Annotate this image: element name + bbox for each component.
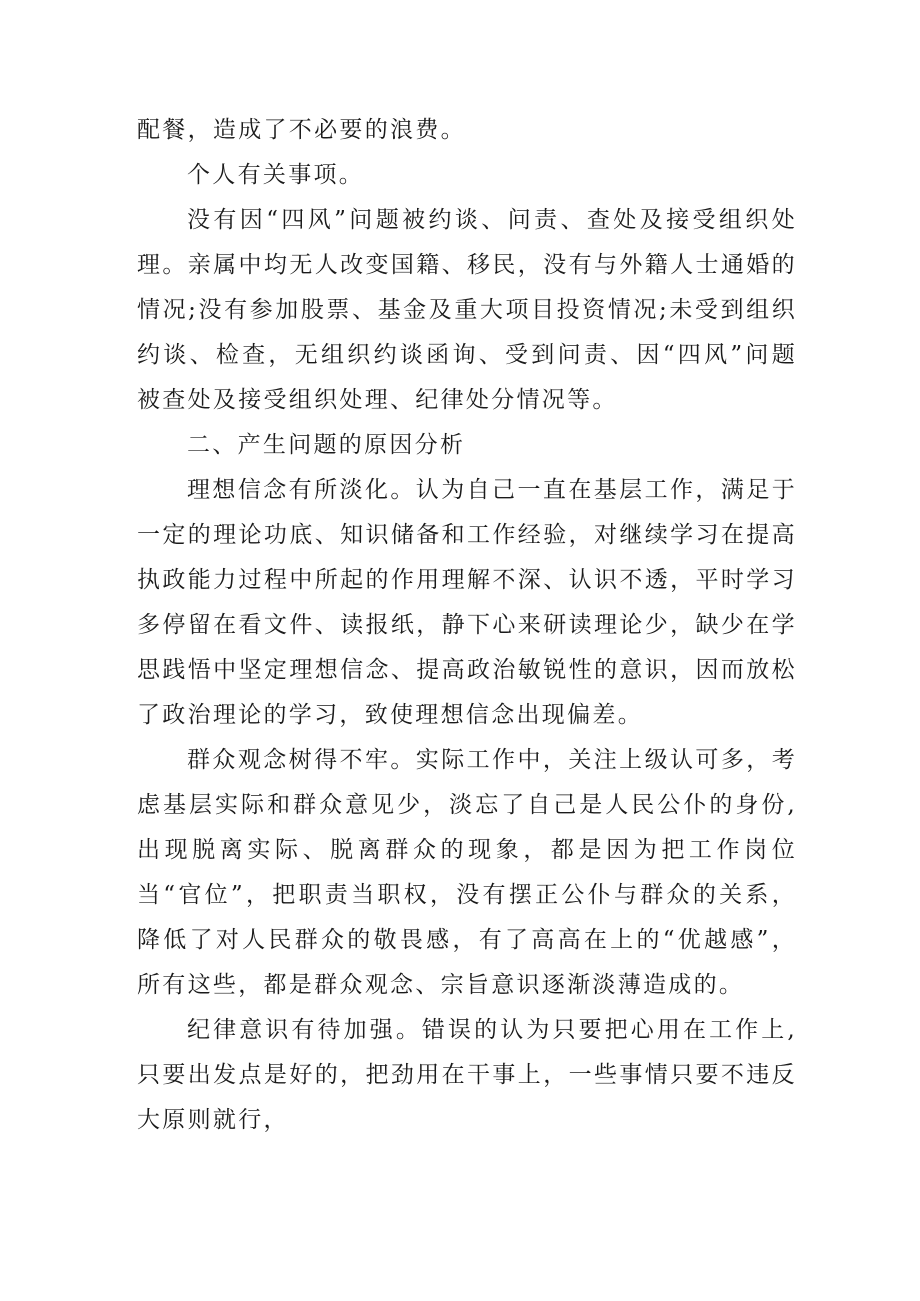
section-heading-cause-analysis: 二、产生问题的原因分析 [187, 432, 466, 458]
paragraph-personal-matters: 没有因“四风”问题被约谈、问责、查处及接受组织处理。亲属中均无人改变国籍、移民，没有与外籍人士通婚的情况;没有参加股票、基金及重大项目投资情况;未受到组织约谈、检查，无组织约谈函询、受到问责、因“四风”问题被查处及接受组织处理、纪律处分情况等。 [137, 207, 797, 413]
paragraph-personal-matters-heading: 个人有关事项。 [187, 162, 365, 188]
document-page [137, 108, 797, 1143]
paragraph-mass-concept: 群众观念树得不牢。实际工作中，关注上级认可多，考虑基层实际和群众意见少，淡忘了自己是人民公仆的身份,出现脱离实际、脱离群众的现象，都是因为把工作岗位当“官位”，把职责当职权，没有摆正公仆与群众的关系，降低了对人民群众的敬畏感，有了高高在上的“优越感”，所有这些，都是群众观念、宗旨意识逐渐淡薄造成的。 [137, 747, 797, 998]
paragraph-continuation: 配餐，造成了不必要的浪费。 [137, 117, 466, 143]
paragraph-discipline-awareness: 纪律意识有待加强。错误的认为只要把心用在工作上,只要出发点是好的，把劲用在干事上，一些事情只要不违反大原则就行， [137, 1017, 797, 1133]
paragraph-ideals-beliefs: 理想信念有所淡化。认为自己一直在基层工作，满足于一定的理论功底、知识储备和工作经验，对继续学习在提高执政能力过程中所起的作用理解不深、认识不透，平时学习多停留在看文件、读报纸，静下心来研读理论少，缺少在学思践悟中坚定理想信念、提高政治敏锐性的意识，因而放松了政治理论的学习，致使理想信念出现偏差。 [137, 477, 797, 728]
